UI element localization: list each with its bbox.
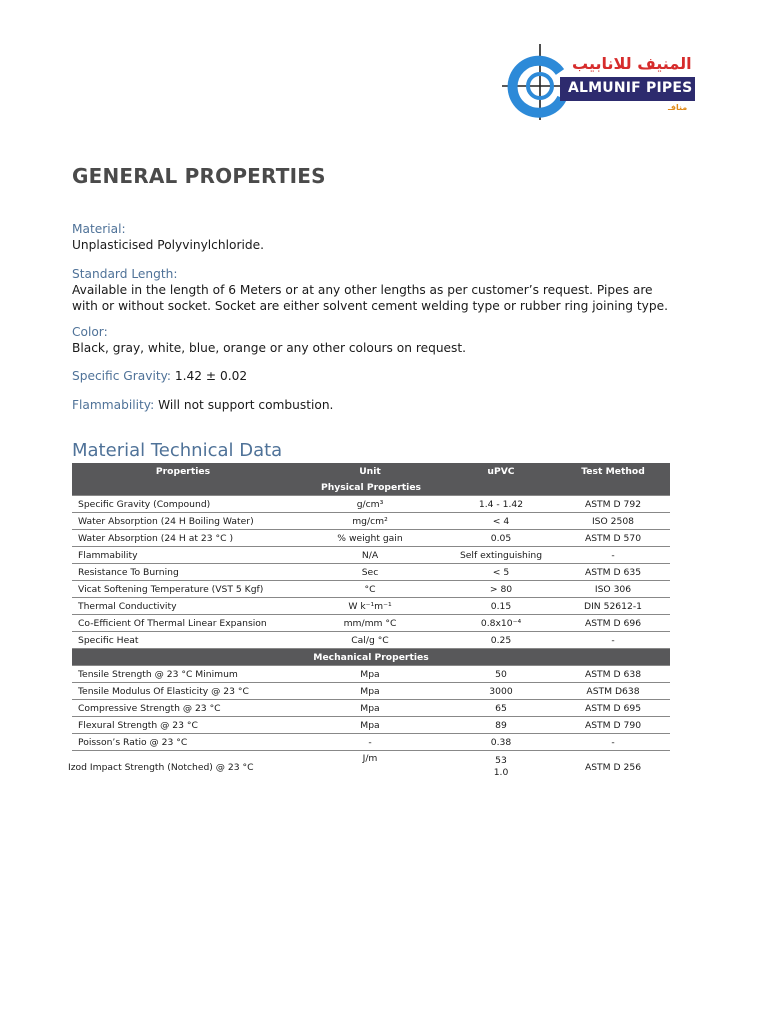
- specific-gravity-value: 1.42 ± 0.02: [174, 369, 248, 383]
- page-title: GENERAL PROPERTIES: [72, 164, 326, 188]
- cell-property: Specific Gravity (Compound): [72, 496, 294, 513]
- logo-english-name: ALMUNIF PIPES: [568, 80, 693, 96]
- table-row: [72, 734, 670, 751]
- flammability-value: Will not support combustion.: [158, 398, 334, 412]
- cell-unit: mm/mm °C: [294, 615, 446, 632]
- cell-unit: Mpa: [294, 683, 446, 700]
- cell-property: Specific Heat: [72, 632, 294, 649]
- cell-upvc: 65: [446, 700, 556, 717]
- material-block: [72, 221, 682, 253]
- color-value: Black, gray, white, blue, orange or any other colours on request.: [72, 341, 467, 355]
- cell-test-method: ASTM D638: [556, 683, 670, 700]
- physical-properties-heading: Physical Properties: [72, 479, 670, 496]
- header-unit: Unit: [294, 463, 446, 479]
- table-row: [72, 530, 670, 547]
- cell-test-method: ASTM D 256: [584, 761, 642, 773]
- cell-unit: °C: [294, 581, 446, 598]
- cell-test-method: -: [556, 632, 670, 649]
- cell-upvc: 0.8x10⁻⁴: [446, 615, 556, 632]
- table-row: [72, 564, 670, 581]
- cell-unit: Mpa: [294, 666, 446, 683]
- cell-upvc: Self extinguishing: [446, 547, 556, 564]
- cell-test-method: -: [556, 734, 670, 751]
- cell-unit: mg/cm²: [294, 513, 446, 530]
- table-row: [72, 513, 670, 530]
- cell-unit: Mpa: [294, 700, 446, 717]
- table-row: [72, 547, 670, 564]
- flammability-label: Flammability:: [72, 398, 155, 412]
- cell-unit: % weight gain: [294, 530, 446, 547]
- material-value: Unplasticised Polyvinylchloride.: [72, 238, 264, 252]
- cell-test-method: ASTM D 695: [556, 700, 670, 717]
- cell-unit: N/A: [294, 547, 446, 564]
- table-row: [72, 598, 670, 615]
- cell-property: Vicat Softening Temperature (VST 5 Kgf): [72, 581, 294, 598]
- cell-upvc: 0.38: [446, 734, 556, 751]
- specific-gravity-label: Specific Gravity:: [72, 369, 172, 383]
- standard-length-block: [72, 266, 682, 314]
- cell-unit: -: [294, 734, 446, 751]
- header-properties: Properties: [72, 463, 294, 479]
- mechanical-properties-heading: Mechanical Properties: [72, 649, 670, 666]
- cell-upvc: [446, 751, 556, 784]
- mechanical-properties-row: [72, 649, 670, 666]
- cell-property: Compressive Strength @ 23 °C: [72, 700, 294, 717]
- cell-test-method: ISO 2508: [556, 513, 670, 530]
- technical-data-table: [68, 463, 670, 783]
- table-header-row: [72, 463, 670, 479]
- table-row: [72, 615, 670, 632]
- standard-length-label: Standard Length:: [72, 267, 178, 281]
- izod-property: Izod Impact Strength (Notched) @ 23 °C: [68, 761, 254, 773]
- color-block: [72, 324, 682, 356]
- cell-test-method: ASTM D 638: [556, 666, 670, 683]
- cell-unit: Sec: [294, 564, 446, 581]
- physical-properties-row: [72, 479, 670, 496]
- cell-property: Water Absorption (24 H at 23 °C ): [72, 530, 294, 547]
- cell-test-method: ASTM D 790: [556, 717, 670, 734]
- cell-unit: g/cm³: [294, 496, 446, 513]
- table-row: [72, 700, 670, 717]
- cell-upvc: < 4: [446, 513, 556, 530]
- table-row: [72, 581, 670, 598]
- material-label: Material:: [72, 222, 126, 236]
- table-row-izod: [72, 751, 670, 784]
- cell-test-method: ASTM D 792: [556, 496, 670, 513]
- cell-unit: W k⁻¹m⁻¹: [294, 598, 446, 615]
- cell-unit: Cal/g °C: [294, 632, 446, 649]
- section-title: Material Technical Data: [72, 440, 283, 461]
- cell-upvc: < 5: [446, 564, 556, 581]
- table-row: [72, 666, 670, 683]
- cell-test-method: ISO 306: [556, 581, 670, 598]
- cell-upvc: 50: [446, 666, 556, 683]
- header-upvc: uPVC: [446, 463, 556, 479]
- izod-value-2: 1.0: [493, 767, 509, 778]
- cell-unit: J/m: [362, 753, 378, 764]
- cell-property: Flexural Strength @ 23 °C: [72, 717, 294, 734]
- cell-property: [68, 751, 294, 784]
- cell-property: Resistance To Burning: [72, 564, 294, 581]
- cell-upvc: 0.05: [446, 530, 556, 547]
- color-label: Color:: [72, 325, 108, 339]
- flammability-block: [72, 397, 682, 413]
- table-row: [72, 632, 670, 649]
- table-row: [72, 496, 670, 513]
- cell-property: Co-Efficient Of Thermal Linear Expansion: [72, 615, 294, 632]
- cell-test-method: ASTM D 635: [556, 564, 670, 581]
- cell-test-method: DIN 52612-1: [556, 598, 670, 615]
- cell-property: Tensile Strength @ 23 °C Minimum: [72, 666, 294, 683]
- specific-gravity-block: [72, 368, 682, 384]
- almunif-logo: [500, 42, 700, 122]
- cell-upvc: > 80: [446, 581, 556, 598]
- cell-upvc: 0.25: [446, 632, 556, 649]
- logo-arabic-name: المنيف للانابيب: [572, 54, 692, 73]
- table-row: [72, 717, 670, 734]
- cell-upvc: 0.15: [446, 598, 556, 615]
- standard-length-value: Available in the length of 6 Meters or at any other lengths as per customer’s request. Pipes are with or without socket. Socket are either solvent cement welding type or rubber ring joining type.: [72, 283, 669, 313]
- cell-test-method: ASTM D 570: [556, 530, 670, 547]
- izod-value-1: 53: [495, 755, 507, 766]
- cell-property: Flammability: [72, 547, 294, 564]
- cell-unit: Mpa: [294, 717, 446, 734]
- cell-upvc: 89: [446, 717, 556, 734]
- cell-upvc: 3000: [446, 683, 556, 700]
- header-test-method: Test Method: [556, 463, 670, 479]
- table-row: [72, 683, 670, 700]
- cell-upvc: 1.4 - 1.42: [446, 496, 556, 513]
- cell-property: Water Absorption (24 H Boiling Water): [72, 513, 294, 530]
- cell-test-method: -: [556, 547, 670, 564]
- cell-test-method: ASTM D 696: [556, 615, 670, 632]
- cell-property: Thermal Conductivity: [72, 598, 294, 615]
- cell-property: Poisson’s Ratio @ 23 °C: [72, 734, 294, 751]
- logo-sub-mark: منافـ: [668, 103, 688, 112]
- cell-property: Tensile Modulus Of Elasticity @ 23 °C: [72, 683, 294, 700]
